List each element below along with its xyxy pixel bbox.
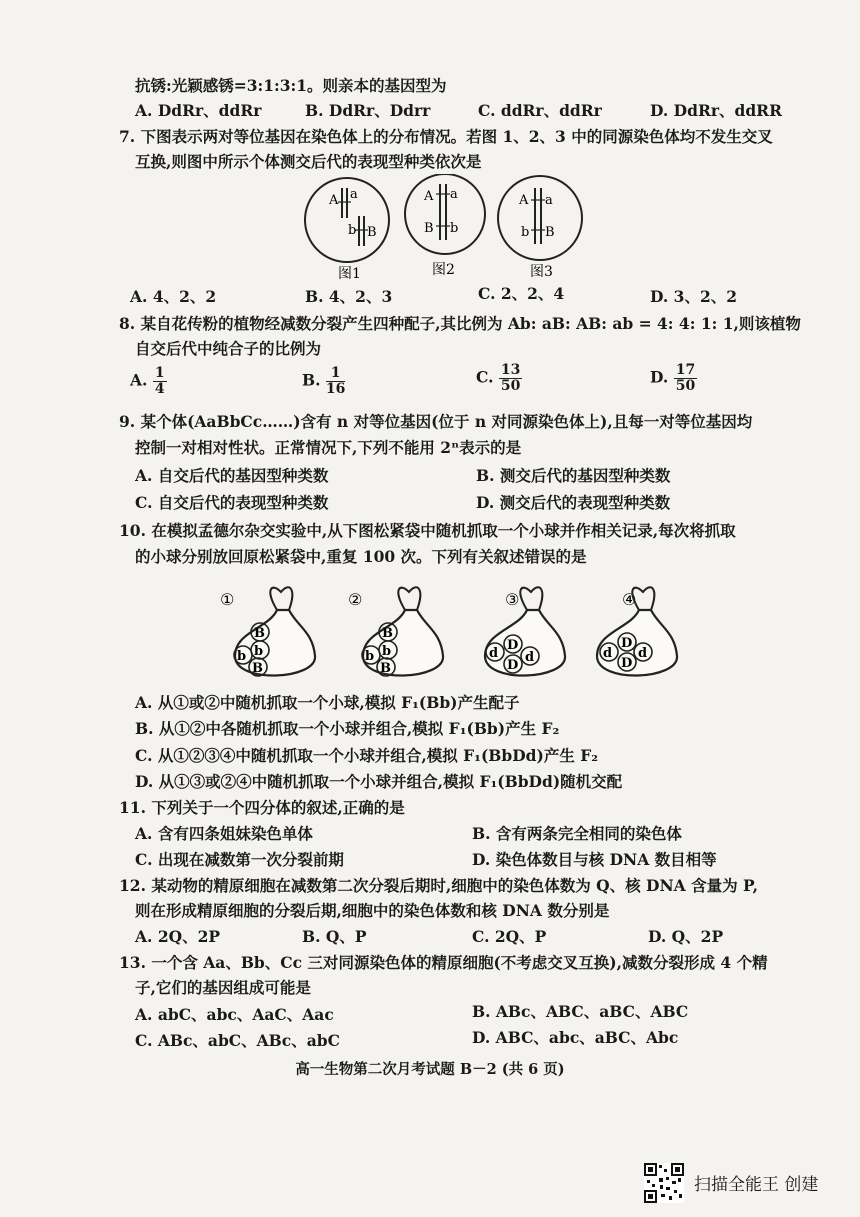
fig3-label-b-lower: b xyxy=(521,225,530,240)
q10-option-d: D. 从①③或②④中随机抓取一个小球并组合,模拟 F₁(BbDd)随机交配 xyxy=(135,772,623,791)
q8-option-c-fraction xyxy=(499,363,522,394)
fig2-label-a-upper: A xyxy=(424,189,434,204)
bag-2-ball-4: B xyxy=(380,661,391,676)
q8-option-a-fraction xyxy=(153,366,167,397)
bag-3-ball-2: D xyxy=(507,638,519,653)
q11-option-a: A. 含有四条姐妹染色单体 xyxy=(135,824,313,843)
q9-stem-line2: 控制一对相对性状。正常情况下,下列不能用 2ⁿ表示的是 xyxy=(135,438,522,457)
scanner-brand-watermark: 扫描全能王 创建 xyxy=(694,1175,819,1195)
bag-2-ball-3: b xyxy=(382,644,392,659)
q9-option-d: D. 测交后代的表现型种类数 xyxy=(476,493,671,512)
fig2-label-b-lower: b xyxy=(450,221,459,236)
fig1-label-a-lower: a xyxy=(350,187,358,202)
bag-2-number: ② xyxy=(348,590,363,609)
q13-option-d: D. ABC、abc、aBC、Abc xyxy=(472,1028,679,1047)
q7-stem-line2: 互换,则图中所示个体测交后代的表现型种类依次是 xyxy=(135,152,482,171)
q8-option-b-fraction xyxy=(326,366,345,397)
bag-2-ball-1: b xyxy=(365,649,375,664)
bag-1-ball-3: b xyxy=(254,644,264,659)
q10-option-b: B. 从①②中各随机抓取一个小球并组合,模拟 F₁(Bb)产生 F₂ xyxy=(135,719,560,738)
fig2-label-a-lower: a xyxy=(450,187,458,202)
q12-stem-line1: 12. 某动物的精原细胞在减数第二次分裂后期时,细胞中的染色体数为 Q、核 DNA 含量为 P, xyxy=(119,876,759,895)
q7-option-d: D. 3、2、2 xyxy=(650,287,738,306)
q13-option-c: C. ABc、abC、ABc、abC xyxy=(135,1031,340,1050)
q8-option-d-label: D. xyxy=(650,367,669,387)
q6-option-d: D. DdRr、ddRR xyxy=(650,101,782,120)
bag-1-ball-2: B xyxy=(254,626,265,641)
q7-option-a: A. 4、2、2 xyxy=(130,287,217,306)
fraction-numerator: 1 xyxy=(154,365,165,381)
fig2-label-b-upper: B xyxy=(424,221,434,236)
figure-1-cell xyxy=(305,178,389,282)
fig3-label-b-upper: B xyxy=(545,225,555,240)
bag-4-ball-4: d xyxy=(638,646,648,661)
bag-1-number: ① xyxy=(220,590,235,609)
bag-4-ball-2: D xyxy=(621,636,633,651)
fig1-caption: 图1 xyxy=(338,266,361,282)
fraction-numerator: 17 xyxy=(675,362,696,378)
figure-2-cell xyxy=(405,174,485,278)
q11-stem: 11. 下列关于一个四分体的叙述,正确的是 xyxy=(119,798,405,817)
fig1-label-b-upper: B xyxy=(367,225,377,240)
bag-1-ball-4: B xyxy=(252,661,263,676)
q13-option-a: A. abC、abc、AaC、Aac xyxy=(135,1005,334,1024)
q8-option-c-label: C. xyxy=(476,367,494,387)
bag-3-number: ③ xyxy=(505,590,520,609)
bag-4-ball-1: d xyxy=(603,646,613,661)
bag-4-ball-3: D xyxy=(621,656,633,671)
fraction-denominator: 4 xyxy=(154,381,165,397)
bag-2-ball-2: B xyxy=(382,626,393,641)
bag-3-ball-3: D xyxy=(507,658,519,673)
q6-option-b: B. DdRr、Ddrr xyxy=(305,101,431,120)
q13-stem-line1: 13. 一个含 Aa、Bb、Cc 三对同源染色体的精原细胞(不考虑交叉互换),减数分裂形成 4 个精 xyxy=(119,953,768,972)
q9-option-c: C. 自交后代的表现型种类数 xyxy=(135,493,329,512)
q8-option-d xyxy=(650,363,697,394)
q7-option-c: C. 2、2、4 xyxy=(478,284,565,303)
q8-option-b-label: B. xyxy=(302,370,321,390)
fig3-label-a-lower: a xyxy=(545,193,553,208)
q9-option-a: A. 自交后代的基因型种类数 xyxy=(135,466,329,485)
q9-stem-line1: 9. 某个体(AaBbCc……)含有 n 对等位基因(位于 n 对同源染色体上),且每一对等位基因均 xyxy=(119,412,753,431)
fig3-caption: 图3 xyxy=(530,264,553,280)
bag-1 xyxy=(220,587,315,676)
figure-3-cell xyxy=(498,176,582,280)
fig3-label-a-upper: A xyxy=(519,193,529,208)
q12-option-a: A. 2Q、2P xyxy=(135,927,221,946)
q13-stem-line2: 子,它们的基因组成可能是 xyxy=(135,978,311,997)
q8-option-c xyxy=(476,363,522,394)
q10-stem-line2: 的小球分别放回原松紧袋中,重复 100 次。下列有关叙述错误的是 xyxy=(135,547,587,566)
q11-option-c: C. 出现在减数第一次分裂前期 xyxy=(135,850,344,869)
qr-code-icon xyxy=(644,1163,684,1203)
fraction-denominator: 50 xyxy=(500,378,521,394)
bag-3-ball-1: d xyxy=(489,646,499,661)
q8-option-a xyxy=(130,366,167,397)
q10-stem-line1: 10. 在模拟孟德尔杂交实验中,从下图松紧袋中随机抓取一个小球并作相关记录,每次将抓取 xyxy=(119,521,736,540)
page-footer: 高一生物第二次月考试题 B－2 (共 6 页) xyxy=(295,1061,565,1078)
q13-option-b: B. ABc、ABC、aBC、ABC xyxy=(472,1002,689,1021)
fig2-caption: 图2 xyxy=(432,262,455,278)
drawstring-bags-figure xyxy=(205,580,685,690)
q8-option-d-fraction xyxy=(674,363,697,394)
fig1-label-a-upper: A xyxy=(329,193,339,208)
q12-option-b: B. Q、P xyxy=(302,927,367,946)
q6-option-c: C. ddRr、ddRr xyxy=(478,101,602,120)
q12-stem-line2: 则在形成精原细胞的分裂后期,细胞中的染色体数和核 DNA 数分别是 xyxy=(135,901,610,920)
bag-4 xyxy=(597,587,677,675)
q9-option-b: B. 测交后代的基因型种类数 xyxy=(476,466,671,485)
q11-option-d: D. 染色体数目与核 DNA 数目相等 xyxy=(472,850,717,869)
q6-stem-tail: 抗锈:光颖感锈=3:1:3:1。则亲本的基因型为 xyxy=(135,76,447,95)
bag-4-number: ④ xyxy=(622,590,637,609)
bag-3 xyxy=(485,587,565,675)
q10-option-c: C. 从①②③④中随机抓取一个小球并组合,模拟 F₁(BbDd)产生 F₂ xyxy=(135,746,599,765)
q8-stem-line1: 8. 某自花传粉的植物经减数分裂产生四种配子,其比例为 Ab: aB: AB: ab = 4: 4: 1: 1,则该植物 xyxy=(119,314,801,333)
q12-option-d: D. Q、2P xyxy=(648,927,724,946)
q12-option-c: C. 2Q、P xyxy=(472,927,547,946)
fraction-numerator: 13 xyxy=(500,362,521,378)
q11-option-b: B. 含有两条完全相同的染色体 xyxy=(472,824,682,843)
q8-stem-line2: 自交后代中纯合子的比例为 xyxy=(135,339,322,358)
bag-2 xyxy=(348,587,443,676)
q7-option-b: B. 4、2、3 xyxy=(305,287,393,306)
fig1-label-b-lower: b xyxy=(348,223,357,238)
fraction-denominator: 16 xyxy=(325,381,346,397)
q8-option-a-label: A. xyxy=(130,370,148,390)
chromosome-figures xyxy=(300,174,590,284)
fraction-numerator: 1 xyxy=(326,366,345,382)
bag-1-ball-1: b xyxy=(237,649,247,664)
q7-stem-line1: 7. 下图表示两对等位基因在染色体上的分布情况。若图 1、2、3 中的同源染色体均不发生交叉 xyxy=(119,127,773,146)
bag-3-ball-4: d xyxy=(525,650,535,665)
q8-option-b xyxy=(302,366,345,397)
q6-option-a: A. DdRr、ddRr xyxy=(135,101,262,120)
fraction-denominator: 50 xyxy=(675,378,696,394)
q10-option-a: A. 从①或②中随机抓取一个小球,模拟 F₁(Bb)产生配子 xyxy=(135,693,520,712)
